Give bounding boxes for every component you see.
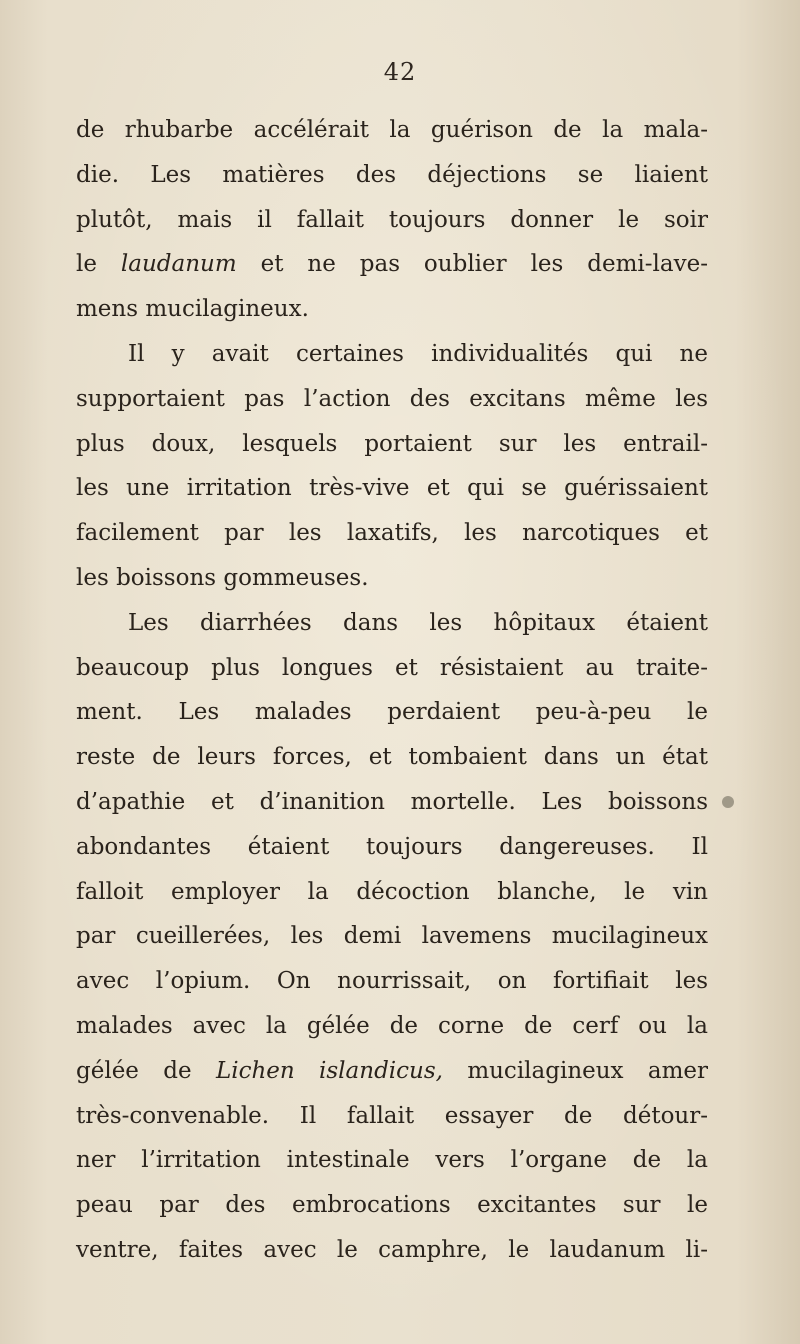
paragraph-first-line: Les diarrhées dans les hôpitaux étaient [128,609,708,636]
text-line: supportaient pas l’action des excitans même les [76,385,708,412]
text-line: abondantes étaient toujours dangereuses. Il [76,833,708,860]
italic-term-lichen: Lichen islandicus, [215,1057,443,1084]
text-line: les une irritation très-vive et qui se guérissaient [76,475,708,502]
text-line: ner l’irritation intestinale vers l’organe de la [76,1147,708,1174]
text-line: par cueillerées, les demi lavemens mucilagineux [76,923,708,950]
text-line: facilement par les laxatifs, les narcotiques et [76,520,708,547]
text-line: beaucoup plus longues et résistaient au traite- [76,654,708,681]
text-line: peau par des embrocations excitantes sur le [76,1192,708,1219]
text-line: de rhubarbe accélérait la guérison de la mala- [76,117,708,143]
text-line: d’apathie et d’inanition mortelle. Les boissons [76,788,708,815]
text-fragment: et ne pas oublier les demi-lave- [260,251,708,278]
text-line: plutôt, mais il fallait toujours donner le soir [76,206,708,233]
text-line: très-convenable. Il fallait essayer de détour- [76,1102,708,1129]
text-line: avec l’opium. On nourrissait, on fortifiait les [76,968,708,995]
italic-term-laudanum: laudanum [120,251,237,278]
text-line: reste de leurs forces, et tombaient dans un état [76,744,708,771]
text-line: falloit employer la décoction blanche, le vin [76,878,708,905]
text-fragment: gélée de [76,1057,192,1084]
text-line: die. Les matières des déjections se liaient [76,161,708,188]
text-line-with-italic [76,242,708,287]
page-number: 42 [383,58,417,86]
paragraph-first-line: Il y avait certaines individualités qui ne [128,340,708,367]
page-body-text [76,108,708,1273]
text-line: malades avec la gélée de corne de cerf ou la [76,1012,708,1039]
text-line: plus doux, lesquels portaient sur les entrail- [76,430,708,457]
text-line: ment. Les malades perdaient peu-à-peu le [76,699,708,726]
paper-speck [722,796,734,808]
text-line-with-italic [76,1049,708,1094]
text-line: les boissons gommeuses. [76,564,369,591]
text-fragment: mucilagineux amer [467,1057,708,1084]
text-line: mens mucilagineux. [76,296,309,323]
text-fragment: le [76,251,97,278]
text-line: ventre, faites avec le camphre, le laudanum li- [76,1236,708,1263]
